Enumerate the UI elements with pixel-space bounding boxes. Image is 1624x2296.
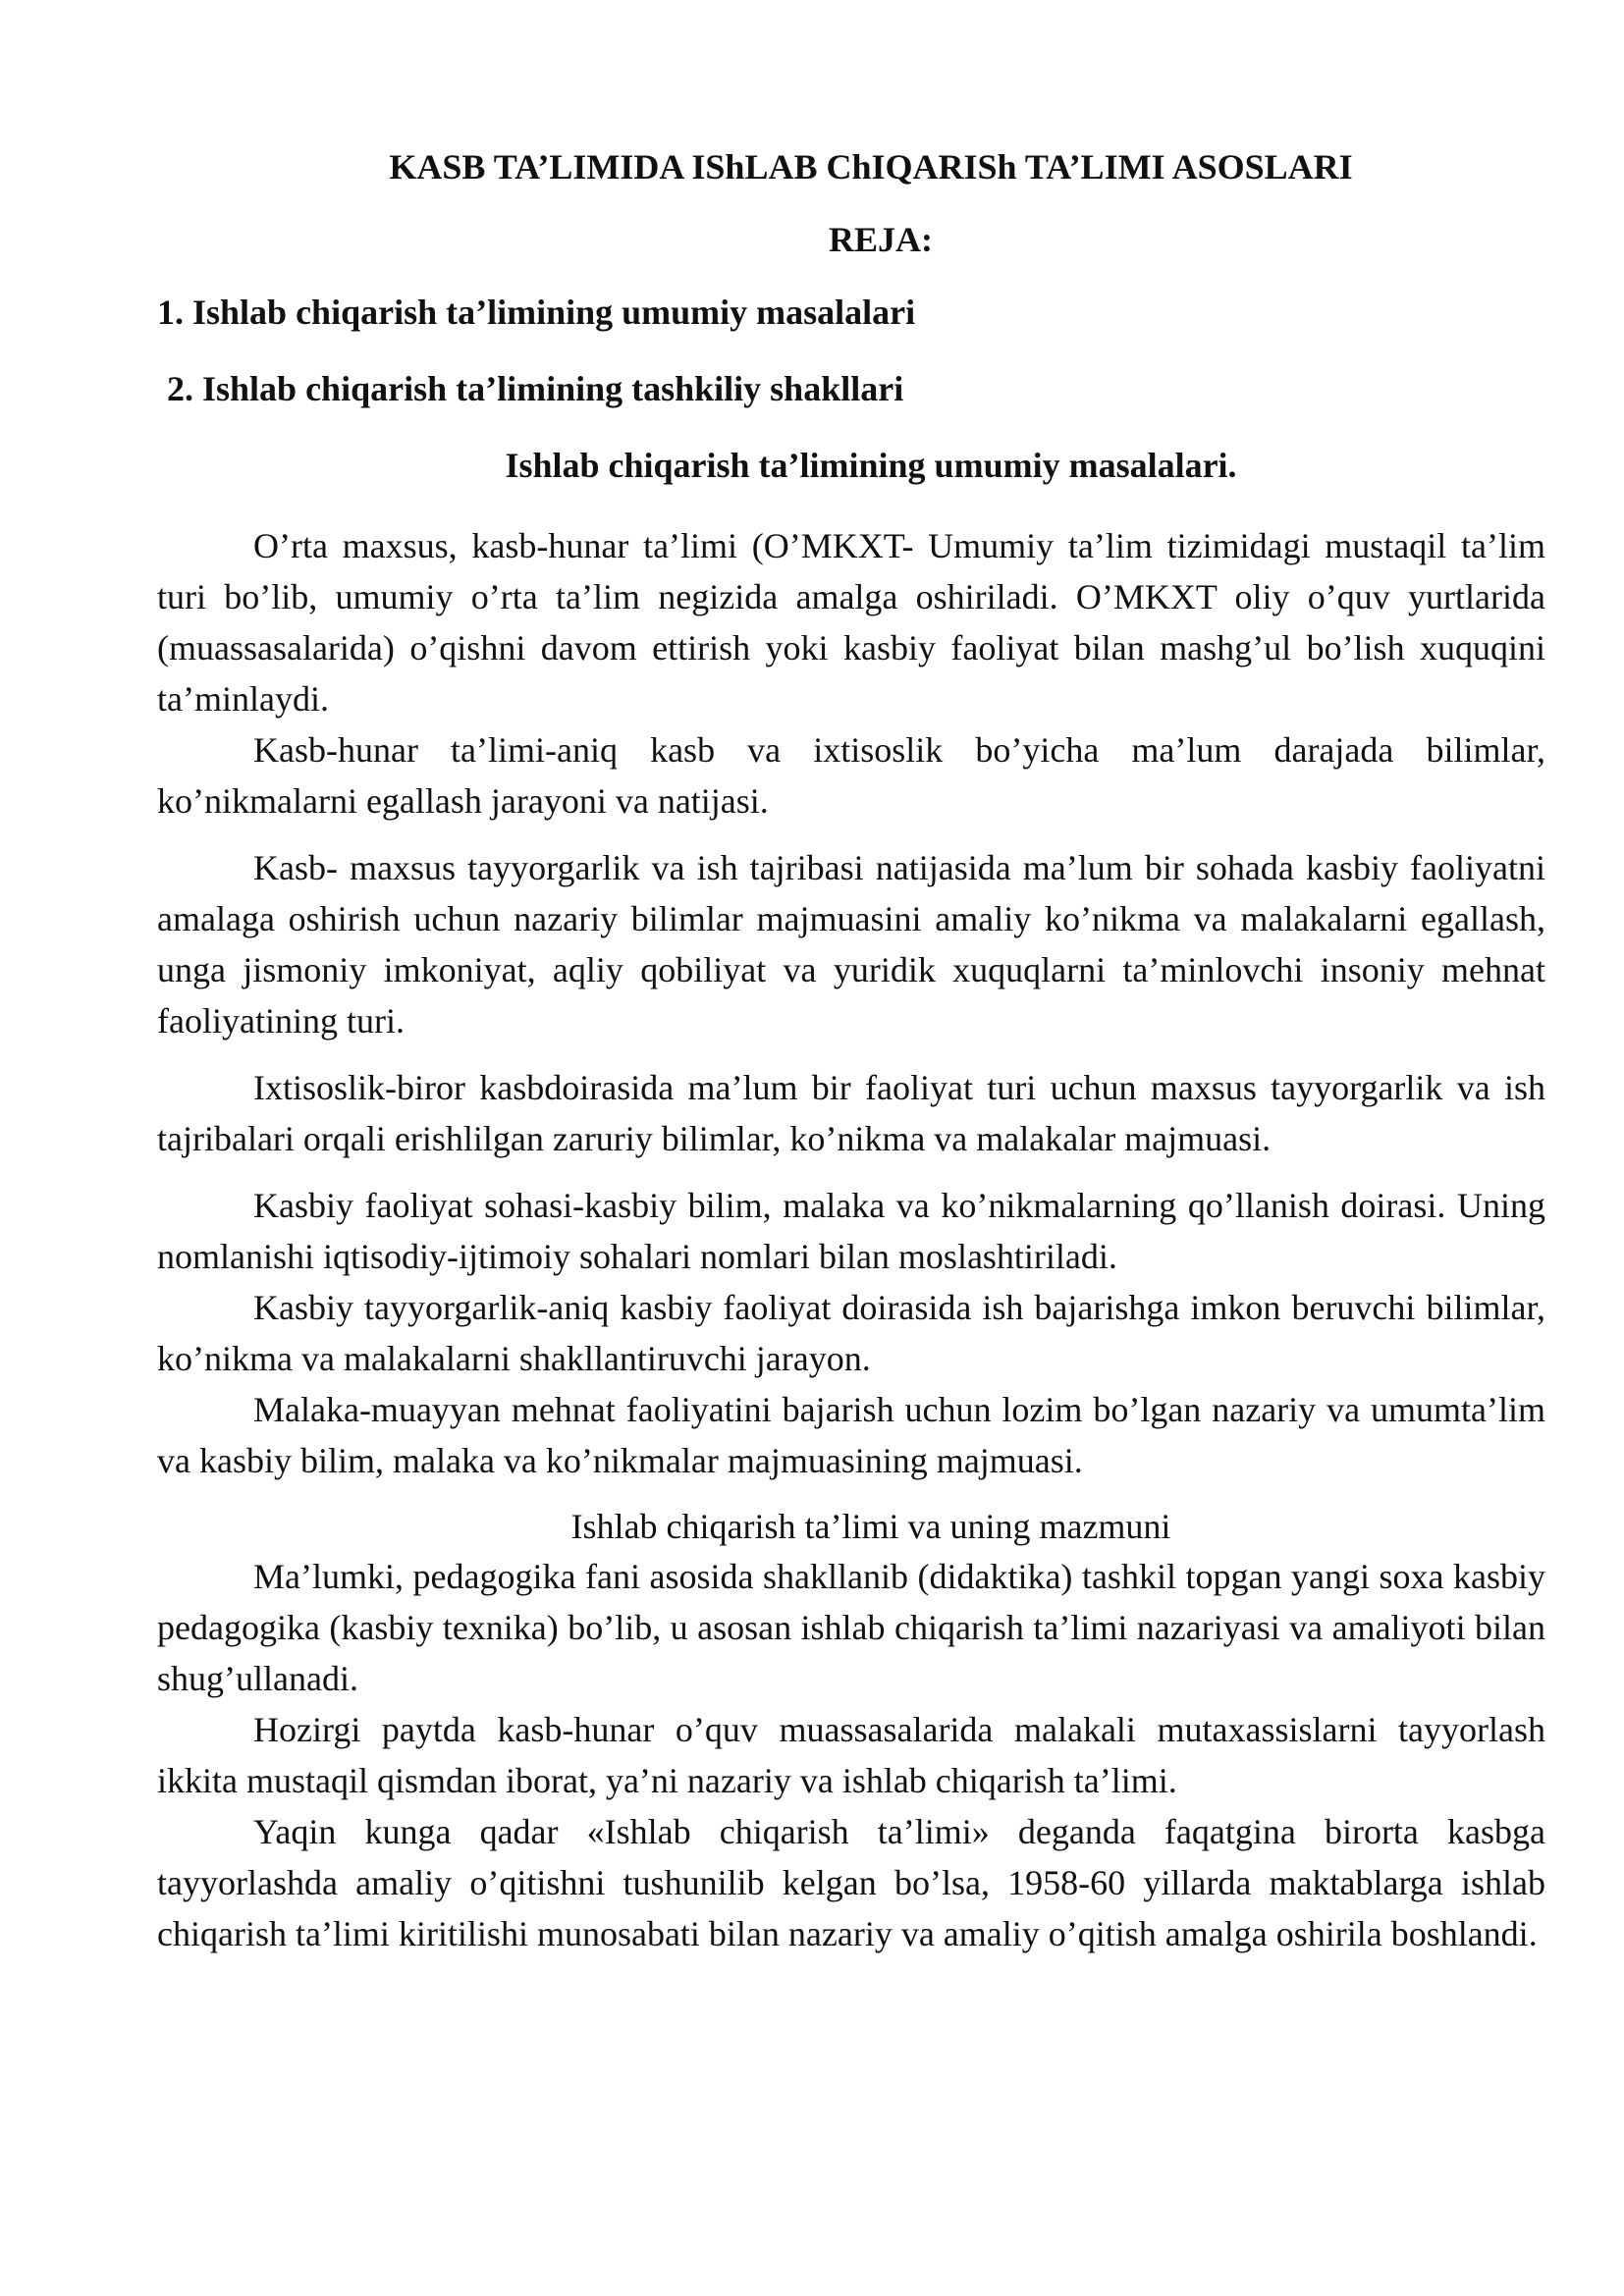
paragraph: Malaka-muayyan mehnat faoliyatini bajarish uchun lozim bo’lgan nazariy va umumta’lim va kasbiy bilim, malaka va ko’nikmalar majmuasining majmuasi. <box>157 1390 1545 1480</box>
subsection-title: Ishlab chiqarish ta’limi va uning mazmuni <box>570 1507 1171 1546</box>
paragraph: Hozirgi paytda kasb-hunar o’quv muassasalarida malakali mutaxassislarni tayyorlash ikkita mustaqil qismdan iborat, ya’ni nazariy va ishlab chiqarish ta’limi. <box>157 1710 1545 1800</box>
paragraph: Kasbiy faoliyat sohasi-kasbiy bilim, malaka va ko’nikmalarning qo’llanish doirasi. Uning nomlanishi iqtisodiy-ijtimoiy sohalari nomlari bilan moslashtiriladi. <box>157 1186 1545 1276</box>
plan-item-1: 1. Ishlab chiqarish ta’limining umumiy masalalari <box>157 293 916 332</box>
document-page <box>157 145 1545 1959</box>
paragraph: Ma’lumki, pedagogika fani asosida shakllanib (didaktika) tashkil topgan yangi soxa kasbiy pedagogika (kasbiy texnika) bo’lib, u asosan ishlab chiqarish ta’limi nazariyasi va amaliyoti bilan shug’ullanadi. <box>157 1557 1545 1698</box>
paragraph: O’rta maxsus, kasb-hunar ta’limi (O’MKXT- Umumiy ta’lim tizimidagi mustaqil ta’lim turi bo’lib, umumiy o’rta ta’lim negizida amalga oshiriladi. O’MKXT oliy o’quv yurtlarida (muassasalarida) o’qishni davom ettirish yoki kasbiy faoliyat bilan mashg’ul bo’lish xuquqini ta’minlaydi. <box>157 526 1545 719</box>
paragraph: Kasb-hunar ta’limi-aniq kasb va ixtisoslik bo’yicha ma’lum darajada bilimlar, ko’nikmalarni egallash jarayoni va natijasi. <box>157 730 1545 821</box>
plan-item-2: 2. Ishlab chiqarish ta’limining tashkiliy shakllari <box>167 369 904 408</box>
section-title: Ishlab chiqarish ta’limining umumiy masalalari. <box>505 446 1237 485</box>
paragraph: Kasb- maxsus tayyorgarlik va ish tajribasi natijasida ma’lum bir sohada kasbiy faoliyatni amalaga oshirish uchun nazariy bilimlar majmuasini amaliy ko’nikma va malakalarni egallash, unga jismoniy imkoniyat, aqliy qobiliyat va yuridik xuquqlarni ta’minlovchi insoniy mehnat faoliyatining turi. <box>157 848 1545 1041</box>
paragraph: Ixtisoslik-biror kasbdoirasida ma’lum bir faoliyat turi uchun maxsus tayyorgarlik va ish tajribalari orqali erishlilgan zaruriy bilimlar, ko’nikma va malakalar majmuasi. <box>157 1068 1545 1158</box>
document-title: KASB TA’LIMIDA IShLAB ChIQARISh TA’LIMI ASOSLARI <box>389 147 1353 187</box>
paragraph: Yaqin kunga qadar «Ishlab chiqarish ta’limi» deganda faqatgina birorta kasbga tayyorlashda amaliy o’qitishni tushunilib kelgan bo’lsa, 1958-60 yillarda maktablarga ishlab chiqarish ta’limi kiritilishi munosabati bilan nazariy va amaliy o’qitish amalga oshirila boshlandi. <box>157 1812 1545 1953</box>
paragraph: Kasbiy tayyorgarlik-aniq kasbiy faoliyat doirasida ish bajarishga imkon beruvchi bilimlar, ko’nikma va malakalarni shakllantiruvchi jarayon. <box>157 1288 1545 1378</box>
plan-heading: REJA: <box>829 220 933 259</box>
